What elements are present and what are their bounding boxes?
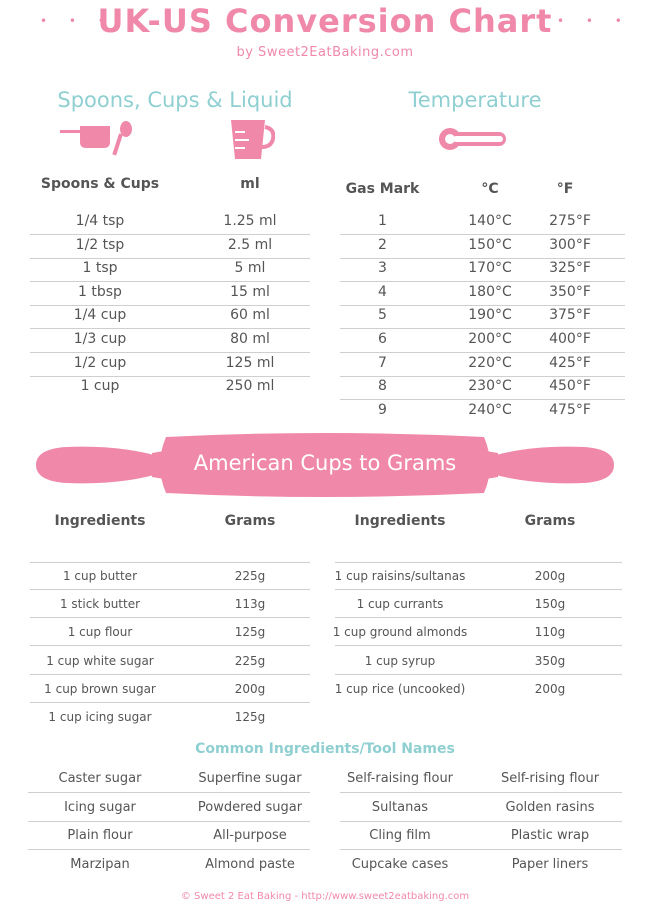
grams-ingredient-cell: 1 stick butter bbox=[59, 597, 141, 612]
common-name-cell: Plain flour bbox=[67, 828, 133, 843]
row-divider bbox=[28, 849, 310, 850]
row-divider bbox=[30, 328, 310, 329]
common-name-cell: Sultanas bbox=[371, 799, 429, 815]
row-divider bbox=[30, 376, 310, 377]
fahrenheit-cell: 475°F bbox=[549, 401, 591, 418]
measuring-jug-icon bbox=[225, 117, 275, 162]
grams-value-cell: 150g bbox=[534, 597, 566, 612]
spoons-cell: 1/2 cup bbox=[73, 354, 127, 371]
spoons-cell: 1/4 tsp bbox=[75, 213, 125, 229]
common-name-cell: All-purpose bbox=[213, 828, 287, 843]
row-divider bbox=[30, 281, 310, 282]
row-divider bbox=[335, 674, 622, 675]
grams-ingredient-cell: 1 cup raisins/sultanas bbox=[334, 569, 466, 583]
common-name-cell: Golden rasins bbox=[505, 799, 595, 815]
common-name-cell: Caster sugar bbox=[58, 771, 142, 786]
grams-value-cell: 350g bbox=[534, 653, 566, 668]
grams-value-cell: 200g bbox=[234, 681, 266, 696]
row-divider bbox=[335, 617, 622, 618]
row-divider bbox=[335, 645, 622, 646]
celsius-cell: 150°C bbox=[468, 236, 512, 253]
row-divider bbox=[30, 617, 310, 618]
common-names-title: Common Ingredients/Tool Names bbox=[195, 741, 455, 757]
thermometer-icon bbox=[438, 125, 508, 153]
grams-left-grams-header: Grams bbox=[224, 513, 276, 529]
gas-mark-cell: 2 bbox=[378, 236, 387, 253]
spoons-section-title: Spoons, Cups & Liquid bbox=[57, 88, 293, 112]
row-divider bbox=[340, 352, 625, 353]
byline: by Sweet2EatBaking.com bbox=[236, 45, 414, 60]
grams-ingredient-cell: 1 cup icing sugar bbox=[48, 710, 152, 724]
row-divider bbox=[30, 645, 310, 646]
grams-ingredient-cell: 1 cup white sugar bbox=[46, 653, 154, 668]
celsius-cell: 220°C bbox=[468, 354, 512, 371]
grams-ingredient-cell: 1 cup ground almonds bbox=[332, 625, 468, 640]
spoons-cell: 1/2 tsp bbox=[75, 236, 125, 253]
row-divider bbox=[340, 376, 625, 377]
grams-ingredient-cell: 1 cup currants bbox=[356, 597, 444, 612]
row-divider bbox=[340, 399, 625, 400]
grams-ingredient-cell: 1 cup brown sugar bbox=[44, 681, 156, 696]
celsius-cell: 230°C bbox=[468, 378, 512, 395]
common-name-cell: Paper liners bbox=[511, 856, 589, 872]
ml-cell: 60 ml bbox=[230, 307, 270, 324]
common-name-cell: Cupcake cases bbox=[351, 856, 449, 872]
common-name-cell: Marzipan bbox=[70, 856, 130, 872]
gas-mark-cell: 7 bbox=[378, 354, 387, 371]
spoons-cell: 1/4 cup bbox=[73, 307, 127, 324]
fahrenheit-cell: 375°F bbox=[549, 307, 591, 324]
row-divider bbox=[30, 562, 310, 563]
grams-ingredient-cell: 1 cup rice (uncooked) bbox=[334, 681, 466, 696]
row-divider bbox=[340, 258, 625, 259]
grams-value-cell: 125g bbox=[234, 710, 266, 724]
ml-cell: 80 ml bbox=[230, 331, 270, 347]
grams-value-cell: 225g bbox=[234, 569, 266, 583]
gas-mark-cell: 4 bbox=[378, 283, 387, 300]
row-divider bbox=[340, 305, 625, 306]
common-name-cell: Icing sugar bbox=[64, 799, 136, 815]
common-name-cell: Almond paste bbox=[205, 856, 295, 872]
celsius-cell: 200°C bbox=[468, 331, 512, 347]
ml-cell: 5 ml bbox=[234, 260, 266, 277]
celsius-cell: 170°C bbox=[468, 260, 512, 277]
grams-value-cell: 200g bbox=[534, 569, 566, 583]
fahrenheit-cell: 275°F bbox=[549, 213, 591, 229]
row-divider bbox=[30, 702, 310, 703]
gas-mark-cell: 1 bbox=[378, 213, 387, 229]
row-divider bbox=[30, 305, 310, 306]
spoons-cell: 1 cup bbox=[80, 378, 120, 395]
header-dots-right: • • • bbox=[557, 14, 631, 28]
header-dots-left: • • • bbox=[40, 14, 114, 28]
spoons-cell: 1 tbsp bbox=[78, 283, 122, 300]
temperature-section-title: Temperature bbox=[408, 88, 542, 112]
common-name-cell: Self-rising flour bbox=[500, 771, 600, 786]
row-divider bbox=[340, 849, 622, 850]
common-name-cell: Self-raising flour bbox=[346, 771, 454, 786]
celsius-col-header: °C bbox=[481, 181, 499, 197]
measuring-spoons-icon bbox=[60, 120, 140, 160]
fahrenheit-col-header: °F bbox=[556, 181, 574, 197]
row-divider bbox=[340, 281, 625, 282]
celsius-cell: 180°C bbox=[468, 283, 512, 300]
fahrenheit-cell: 325°F bbox=[549, 260, 591, 277]
ml-cell: 125 ml bbox=[225, 354, 275, 371]
row-divider bbox=[340, 821, 622, 822]
grams-right-ingredients-header: Ingredients bbox=[354, 513, 446, 529]
gas-mark-cell: 6 bbox=[378, 331, 387, 347]
row-divider bbox=[30, 674, 310, 675]
grams-banner-title: American Cups to Grams bbox=[193, 451, 457, 475]
ml-cell: 1.25 ml bbox=[223, 213, 277, 229]
ml-cell: 250 ml bbox=[225, 378, 275, 395]
row-divider bbox=[340, 234, 625, 235]
row-divider bbox=[30, 589, 310, 590]
ml-cell: 15 ml bbox=[230, 283, 270, 300]
grams-value-cell: 110g bbox=[534, 625, 566, 640]
footer-credit: © Sweet 2 Eat Baking - http://www.sweet2eatbaking.com bbox=[180, 891, 470, 902]
common-name-cell: Plastic wrap bbox=[510, 828, 590, 843]
common-name-cell: Superfine sugar bbox=[198, 771, 302, 786]
gas-mark-cell: 5 bbox=[378, 307, 387, 324]
ml-cell: 2.5 ml bbox=[227, 236, 273, 253]
fahrenheit-cell: 300°F bbox=[549, 236, 591, 253]
gas-mark-cell: 3 bbox=[378, 260, 387, 277]
spoons-cell: 1 tsp bbox=[82, 260, 118, 277]
gas-mark-cell: 8 bbox=[378, 378, 387, 395]
row-divider bbox=[28, 821, 310, 822]
grams-value-cell: 225g bbox=[234, 653, 266, 668]
fahrenheit-cell: 350°F bbox=[549, 283, 591, 300]
grams-value-cell: 200g bbox=[534, 681, 566, 696]
row-divider bbox=[30, 234, 310, 235]
grams-ingredient-cell: 1 cup syrup bbox=[364, 653, 436, 668]
gas-mark-cell: 9 bbox=[378, 401, 387, 418]
fahrenheit-cell: 425°F bbox=[549, 354, 591, 371]
spoons-col-header: Spoons & Cups bbox=[40, 176, 160, 192]
celsius-cell: 140°C bbox=[468, 213, 512, 229]
celsius-cell: 240°C bbox=[468, 401, 512, 418]
grams-ingredient-cell: 1 cup flour bbox=[67, 625, 133, 640]
page-title: UK-US Conversion Chart bbox=[97, 2, 553, 40]
common-name-cell: Cling film bbox=[369, 828, 431, 843]
fahrenheit-cell: 450°F bbox=[549, 378, 591, 395]
ml-col-header: ml bbox=[240, 176, 260, 192]
row-divider bbox=[28, 792, 310, 793]
row-divider bbox=[340, 792, 622, 793]
grams-value-cell: 125g bbox=[234, 625, 266, 640]
grams-ingredient-cell: 1 cup butter bbox=[62, 569, 138, 583]
celsius-cell: 190°C bbox=[468, 307, 512, 324]
grams-value-cell: 113g bbox=[234, 597, 266, 612]
spoons-cell: 1/3 cup bbox=[73, 331, 127, 347]
row-divider bbox=[30, 352, 310, 353]
fahrenheit-cell: 400°F bbox=[549, 331, 591, 347]
row-divider bbox=[340, 328, 625, 329]
row-divider bbox=[335, 589, 622, 590]
row-divider bbox=[335, 562, 622, 563]
grams-left-ingredients-header: Ingredients bbox=[54, 513, 146, 529]
common-name-cell: Powdered sugar bbox=[197, 799, 303, 815]
row-divider bbox=[30, 258, 310, 259]
grams-right-grams-header: Grams bbox=[524, 513, 576, 529]
gas-mark-col-header: Gas Mark bbox=[345, 181, 420, 197]
